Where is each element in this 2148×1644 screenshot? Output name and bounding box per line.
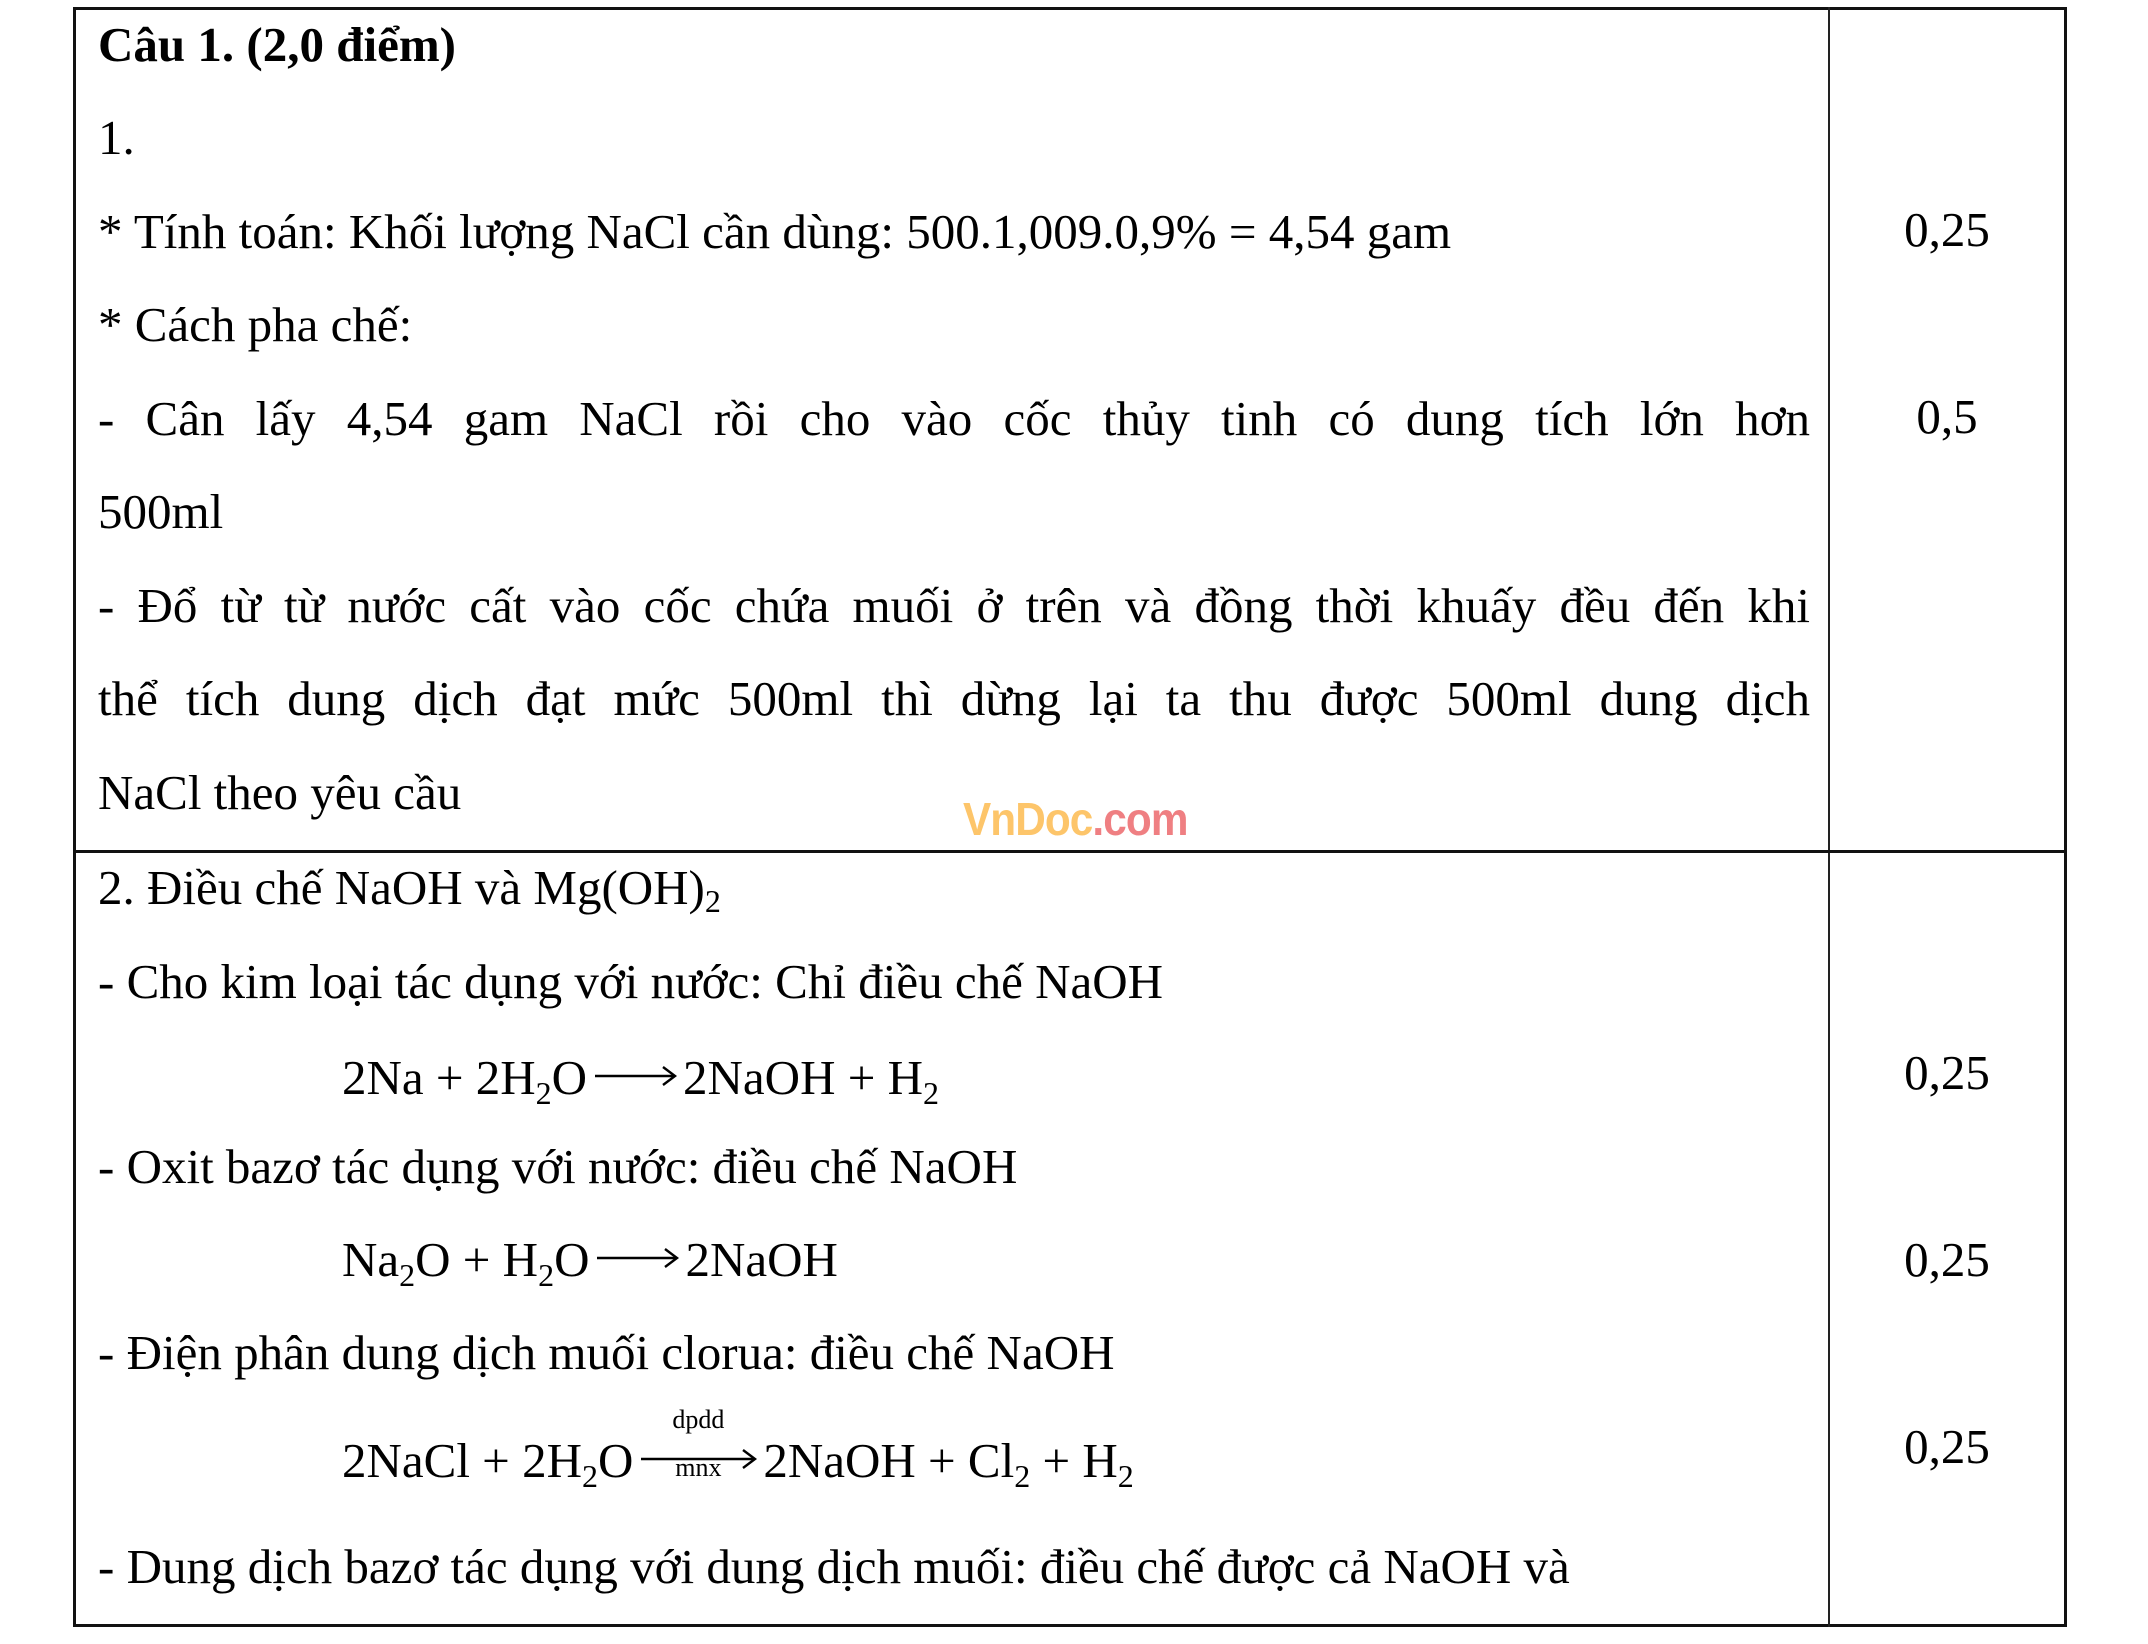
reaction-arrow-icon (595, 1236, 679, 1276)
method-base-salt: - Dung dịch bazơ tác dụng với dung dịch muối: điều chế được cả NaOH và (98, 1539, 1570, 1594)
score-equation-1: 0,25 (1904, 1045, 1990, 1100)
score-preparation: 0,5 (1916, 389, 1978, 444)
question-title: Câu 1. (2,0 điểm) (98, 17, 456, 72)
preparation-step-1: - Cân lấy 4,54 gam NaCl rồi cho vào cốc thủy tinh có dung tích lớn hơn (98, 391, 1810, 446)
equation-3-reactants: 2NaCl + $2H_2O$ (342, 1433, 634, 1494)
equation-2-products: 2NaOH (685, 1232, 838, 1287)
equation-2-reactants: $Na_2O + H_2O$ (342, 1232, 590, 1293)
section2-heading-subscript: 2 (704, 883, 721, 919)
section2-heading (98, 858, 721, 918)
table-border-left (73, 7, 76, 1627)
preparation-step-2-cont: thể tích dung dịch đạt mức 500ml thì dừng lại ta thu được 500ml dung dịch (98, 671, 1810, 726)
preparation-step-1-cont: 500ml (98, 484, 224, 539)
table-border-bottom (74, 1624, 2067, 1627)
score-equation-2: 0,25 (1904, 1232, 1990, 1287)
preparation-step-2-end: NaCl theo yêu cầu (98, 765, 462, 820)
watermark-part-vndoc: VnDoc (963, 793, 1093, 845)
score-equation-3: 0,25 (1904, 1419, 1990, 1474)
reaction-arrow-icon (593, 1054, 677, 1094)
method-oxide-water: - Oxit bazơ tác dụng với nước: điều chế NaOH (98, 1139, 1018, 1194)
electrolysis-arrow-icon (639, 1405, 757, 1482)
equation-1-products: 2NaOH + $H_2$ (683, 1050, 939, 1111)
preparation-step-2: - Đổ từ từ nước cất vào cốc chứa muối ở trên và đồng thời khuấy đều đến khi (98, 578, 1810, 633)
calculation-line: * Tính toán: Khối lượng NaCl cần dùng: 500.1,009.0,9% = 4,54 gam (98, 204, 1452, 259)
part-number: 1. (98, 110, 135, 165)
equation-1 (342, 1048, 939, 1111)
vndoc-watermark-logo (963, 794, 1188, 844)
equation-3 (342, 1405, 1134, 1494)
table-border-top (74, 7, 2067, 10)
score-calculation: 0,25 (1904, 202, 1990, 257)
method-electrolysis: - Điện phân dung dịch muối clorua: điều chế NaOH (98, 1325, 1115, 1380)
arrow-condition-top: dpdd (672, 1405, 725, 1434)
section-row-divider (74, 850, 2067, 853)
equation-1-reactants: $2Na + 2H_2O$ (342, 1050, 588, 1111)
table-border-right (2064, 7, 2067, 1627)
equation-2 (342, 1230, 838, 1293)
equation-3-products: 2NaOH + $Cl_2 + H_2$ (763, 1433, 1134, 1494)
watermark-part-com: .com (1092, 793, 1188, 845)
method-metal-water: - Cho kim loại tác dụng với nước: Chỉ điều chế NaOH (98, 954, 1163, 1009)
preparation-heading: * Cách pha chế: (98, 297, 413, 352)
section2-heading-text: 2. Điều chế NaOH và Mg(OH) (98, 860, 705, 915)
arrow-condition-bottom: mnx (675, 1453, 722, 1482)
